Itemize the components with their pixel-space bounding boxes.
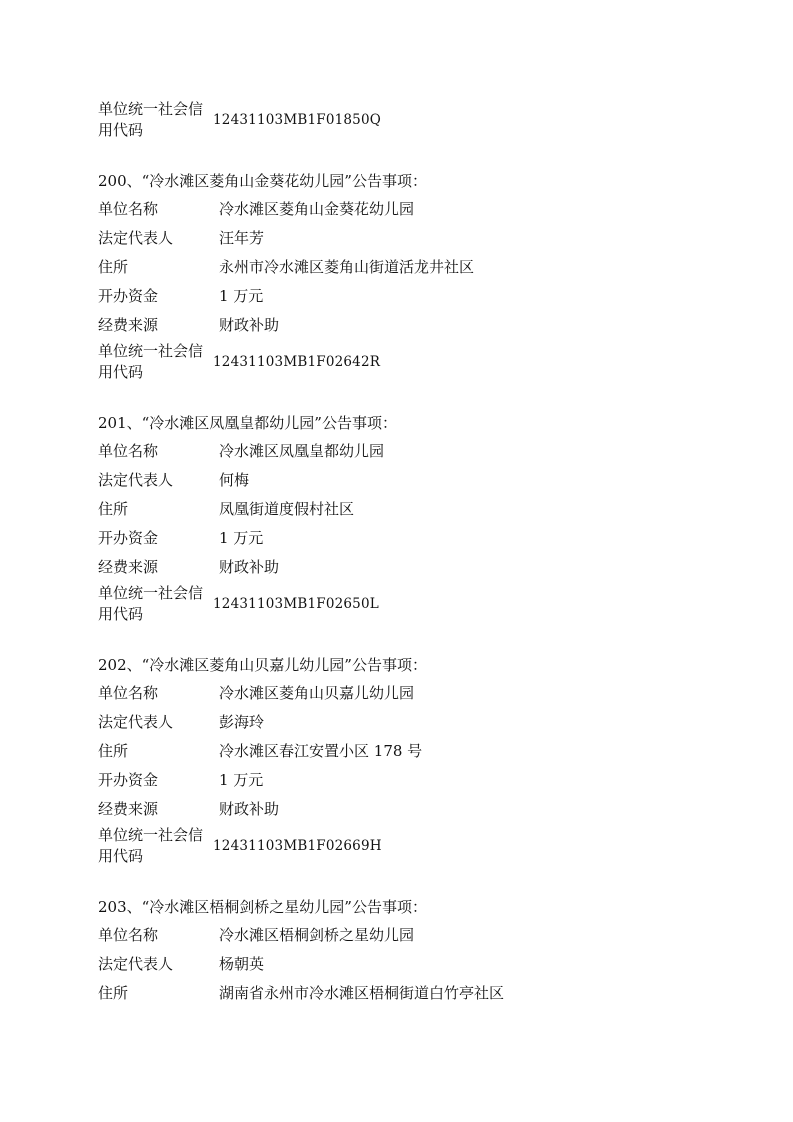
field-row-legal-rep	[98, 708, 738, 737]
field-row-unit-name	[98, 195, 738, 224]
field-value: 凤凰街道度假村社区	[219, 500, 355, 518]
field-label: 经费来源	[98, 316, 159, 334]
section-heading: 200、“冷水滩区菱角山金葵花幼儿园”公告事项：	[98, 172, 427, 190]
field-value: 1 万元	[219, 287, 264, 305]
field-value: 冷水滩区凤凰皇都幼儿园	[219, 442, 385, 460]
field-row-legal-rep	[98, 224, 738, 253]
field-value: 1 万元	[219, 529, 264, 547]
field-label: 法定代表人	[98, 471, 174, 489]
field-label: 单位名称	[98, 442, 159, 460]
field-row-address	[98, 253, 738, 282]
field-label: 单位统一社会信用代码	[98, 826, 204, 865]
field-row-address	[98, 495, 738, 524]
field-value: 冷水滩区春江安置小区 178 号	[219, 742, 423, 760]
field-value: 财政补助	[219, 558, 280, 576]
field-label: 法定代表人	[98, 713, 174, 731]
credit-code-row	[98, 98, 738, 142]
field-row-unit-name	[98, 921, 738, 950]
field-value: 杨朝英	[219, 955, 265, 973]
field-label: 法定代表人	[98, 229, 174, 247]
field-value: 12431103MB1F01850Q	[213, 111, 382, 128]
field-label: 开办资金	[98, 287, 159, 305]
field-row-credit-code	[98, 340, 738, 384]
field-value: 何梅	[219, 471, 250, 489]
field-row-capital	[98, 524, 738, 553]
field-label: 单位名称	[98, 684, 159, 702]
field-value: 12431103MB1F02650L	[213, 595, 379, 612]
field-value: 冷水滩区菱角山金葵花幼儿园	[219, 200, 415, 218]
field-label: 单位统一社会信用代码	[98, 584, 204, 623]
field-label: 单位统一社会信用代码	[98, 100, 204, 139]
field-row-legal-rep	[98, 950, 738, 979]
field-row-funding	[98, 795, 738, 824]
field-label: 住所	[98, 742, 129, 760]
field-value: 永州市冷水滩区菱角山街道活龙井社区	[219, 258, 475, 276]
field-label: 单位统一社会信用代码	[98, 342, 204, 381]
field-value: 1 万元	[219, 771, 264, 789]
field-row-capital	[98, 282, 738, 311]
field-value: 汪年芳	[219, 229, 265, 247]
field-row-funding	[98, 311, 738, 340]
field-label: 开办资金	[98, 529, 159, 547]
field-value: 湖南省永州市冷水滩区梧桐街道白竹亭社区	[219, 984, 505, 1002]
field-label: 单位名称	[98, 926, 159, 944]
field-value: 财政补助	[219, 316, 280, 334]
field-label: 经费来源	[98, 558, 159, 576]
field-value: 冷水滩区梧桐剑桥之星幼儿园	[219, 926, 415, 944]
field-value: 12431103MB1F02642R	[213, 353, 381, 370]
field-row-unit-name	[98, 679, 738, 708]
section-heading: 201、“冷水滩区凤凰皇都幼儿园”公告事项：	[98, 414, 397, 432]
field-label: 住所	[98, 984, 129, 1002]
field-row-address	[98, 737, 738, 766]
field-row-funding	[98, 553, 738, 582]
field-label: 住所	[98, 258, 129, 276]
field-value: 12431103MB1F02669H	[213, 837, 382, 854]
field-value: 冷水滩区菱角山贝嘉儿幼儿园	[219, 684, 415, 702]
field-row-legal-rep	[98, 466, 738, 495]
field-label: 经费来源	[98, 800, 159, 818]
field-row-unit-name	[98, 437, 738, 466]
field-row-address	[98, 979, 738, 1008]
field-row-capital	[98, 766, 738, 795]
field-value: 财政补助	[219, 800, 280, 818]
field-label: 开办资金	[98, 771, 159, 789]
field-label: 单位名称	[98, 200, 159, 218]
field-label: 法定代表人	[98, 955, 174, 973]
field-value: 彭海玲	[219, 713, 265, 731]
field-row-credit-code	[98, 824, 738, 868]
field-row-credit-code	[98, 582, 738, 626]
field-label: 住所	[98, 500, 129, 518]
section-heading: 203、“冷水滩区梧桐剑桥之星幼儿园”公告事项：	[98, 898, 427, 916]
section-heading: 202、“冷水滩区菱角山贝嘉儿幼儿园”公告事项：	[98, 656, 427, 674]
